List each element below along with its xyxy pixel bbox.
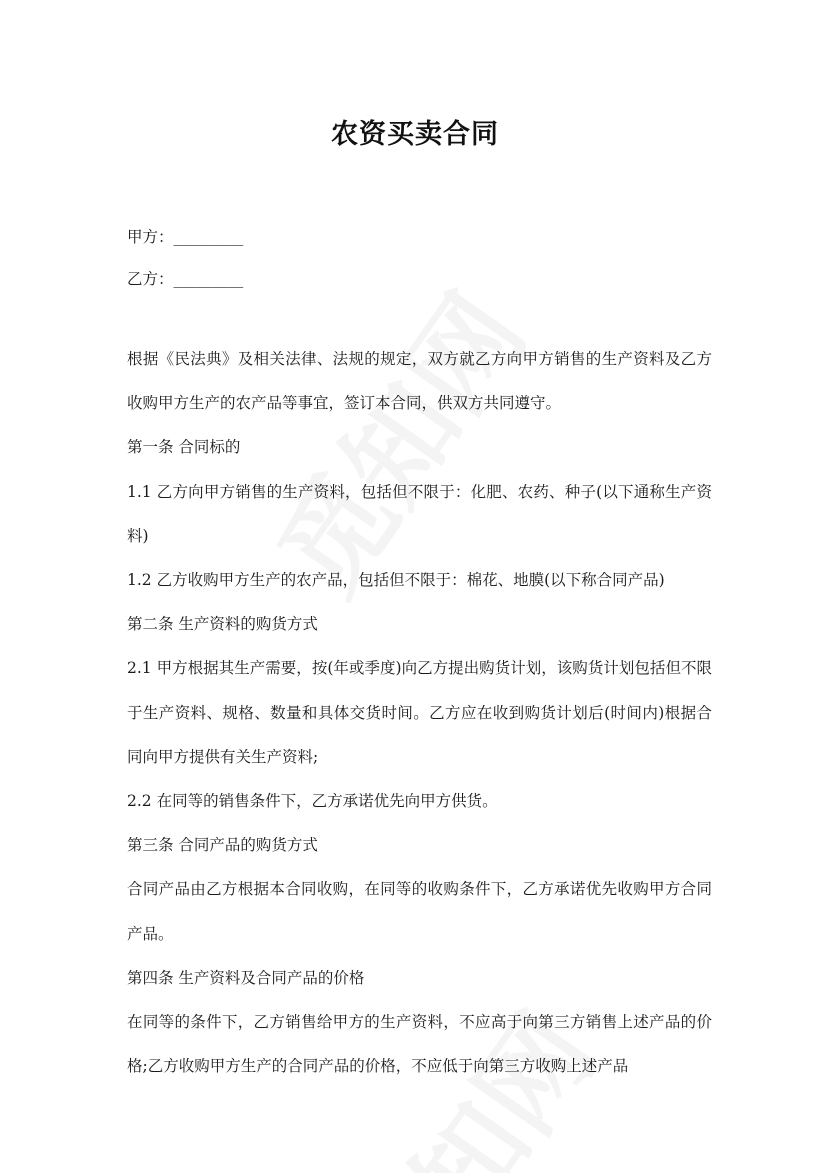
clause-paragraph: 根据《民法典》及相关法律、法规的规定，双方就乙方向甲方销售的生产资料及乙方收购甲方生产的农产品等事宜，签订本合同，供双方共同遵守。 xyxy=(127,350,712,413)
party-b-line: 乙方：_________ xyxy=(127,270,244,288)
contract-body xyxy=(127,337,712,1088)
clause-paragraph: 2.1 甲方根据其生产需要，按(年或季度)向乙方提出购货计划，该购货计划包括但不限于生产资料、规格、数量和具体交货时间。乙方应在收到购货计划后(时间内)根据合同向甲方提供有关生产资料; xyxy=(127,659,712,766)
article-heading: 第二条 生产资料的购货方式 xyxy=(127,615,318,634)
article-heading: 第三条 合同产品的购货方式 xyxy=(127,836,318,855)
clause-paragraph: 在同等的条件下，乙方销售给甲方的生产资料，不应高于向第三方销售上述产品的价格;乙方收购甲方生产的合同产品的价格，不应低于向第三方收购上述产品 xyxy=(127,1013,712,1076)
clause-paragraph: 合同产品由乙方根据本合同收购，在同等的收购条件下，乙方承诺优先收购甲方合同产品。 xyxy=(127,880,712,943)
article-heading: 第四条 生产资料及合同产品的价格 xyxy=(127,968,365,987)
page-title: 农资买卖合同 xyxy=(331,119,499,150)
party-a-line: 甲方：_________ xyxy=(127,228,244,246)
clause-paragraph: 1.1 乙方向甲方销售的生产资料，包括但不限于：化肥、农药、种子(以下通称生产资料) xyxy=(127,482,712,545)
clause-paragraph: 2.2 在同等的销售条件下，乙方承诺优先向甲方供货。 xyxy=(127,792,498,811)
clause-paragraph: 1.2 乙方收购甲方生产的农产品，包括但不限于：棉花、地膜(以下称合同产品) xyxy=(127,571,665,590)
article-heading: 第一条 合同标的 xyxy=(127,438,241,457)
